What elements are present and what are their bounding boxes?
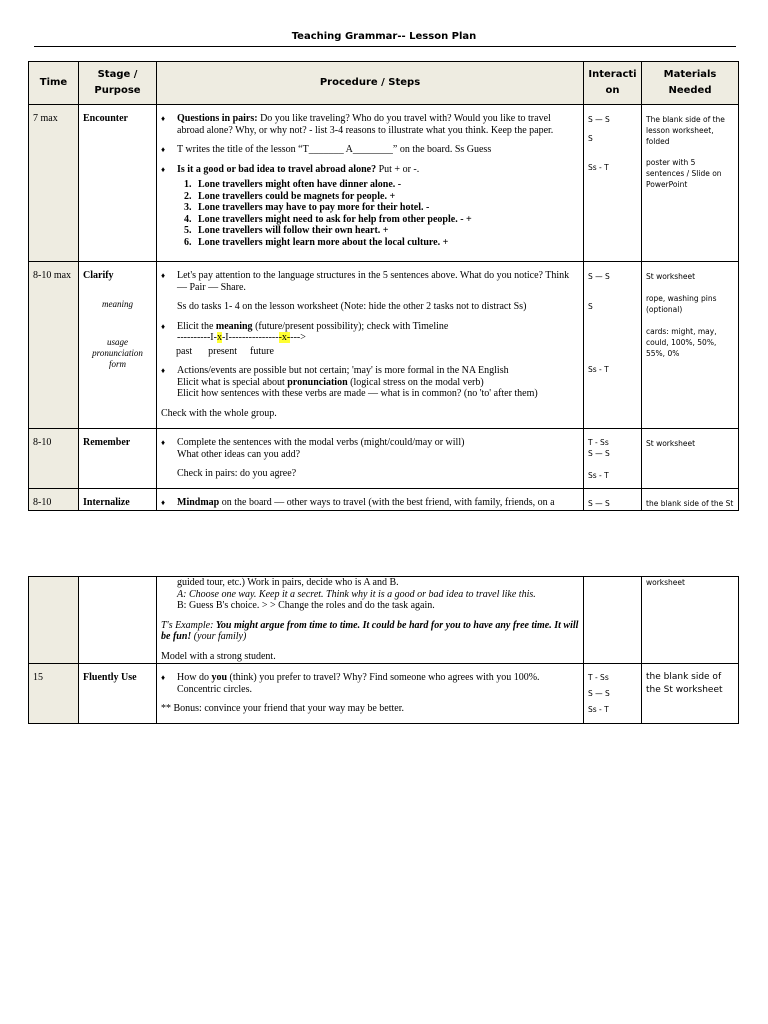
procedure-step: guided tour, etc.) Work in pairs, decide who is A and B. — [177, 577, 399, 588]
example-text: T's Example: You might argue from time to time. It could be hard for you to have any free time. It will be fun! (your family) — [161, 619, 579, 642]
materials-cell: the blank side of the St — [646, 499, 734, 508]
procedure-cell — [157, 429, 583, 480]
sentence-list — [161, 179, 579, 248]
list-item: 4. Lone travellers might need to ask for help from other people. - + — [194, 214, 579, 226]
procedure-cell — [157, 262, 583, 419]
procedure-step: ♦ Elicit the meaning (future/present possibility); check with Timeline — [161, 321, 579, 333]
header-time: Time — [29, 62, 79, 105]
procedure-step: Model with a strong student. — [161, 650, 276, 662]
document-title: Teaching Grammar-- Lesson Plan — [291, 31, 477, 42]
procedure-cell — [157, 105, 583, 248]
materials-cell: St worksheet — [646, 439, 696, 448]
timeline: ----------I-x-I----------------x----> — [177, 332, 306, 343]
procedure-step: ♦ T writes the title of the lesson “T_______ A________” on the board. Ss Guess — [161, 144, 579, 156]
list-item: 5. Lone travellers will follow their own heart. + — [194, 225, 579, 237]
procedure-step: Elicit how sentences with these verbs are made — what is in common? (no 'to' after them) — [177, 388, 538, 399]
procedure-step: Concentric circles. — [177, 683, 252, 695]
header-stage: Stage / Purpose — [79, 62, 157, 105]
stage-cell: Encounter — [83, 113, 128, 124]
list-item: 1. Lone travellers might often have dinner alone. - — [194, 179, 579, 191]
list-item: 6. Lone travellers might learn more about the local culture. + — [194, 237, 579, 249]
table-row — [29, 664, 739, 724]
table-row — [29, 577, 739, 664]
stage-sub-usage: usage pronunciation form — [92, 337, 143, 369]
header-procedure: Procedure / Steps — [157, 62, 584, 105]
list-item: 3. Lone travellers may have to pay more for their hotel. - — [194, 202, 579, 214]
procedure-step: Ss do tasks 1- 4 on the lesson worksheet (Note: hide the other 2 tasks not to distract Ss) — [177, 301, 527, 312]
materials-cell: worksheet — [646, 578, 685, 587]
time-cell: 15 — [33, 672, 43, 683]
procedure-step: What other ideas can you add? — [177, 448, 301, 460]
time-cell: 8-10 max — [33, 270, 72, 281]
procedure-step: A: Choose one way. Keep it a secret. Think why it is a good or bad idea to travel like this. — [177, 588, 536, 600]
time-cell: 8-10 — [33, 437, 52, 448]
procedure-step: ♦ Mindmap on the board — other ways to travel (with the best friend, with family, friends, on a — [161, 497, 579, 509]
timeline-labels: past present future — [176, 345, 274, 357]
lesson-plan-table-continued — [28, 576, 739, 724]
stage-cell: Internalize — [83, 497, 130, 508]
time-cell: 8-10 — [33, 497, 52, 508]
procedure-step: ♦ Complete the sentences with the modal verbs (might/could/may or will) — [161, 437, 579, 449]
header-interaction: Interacti on — [584, 62, 642, 105]
interaction-cell: S — S S Ss - T — [588, 115, 610, 172]
table-row — [29, 105, 739, 262]
procedure-step: B: Guess B's choice. > > Change the roles and do the task again. — [177, 600, 435, 611]
lesson-plan-table — [28, 61, 739, 511]
materials-cell: The blank side of the lesson worksheet, folded poster with 5 sentences / Slide on PowerPoint — [646, 115, 725, 189]
procedure-cell — [157, 489, 583, 510]
interaction-cell: S — S — [588, 499, 610, 508]
stage-cell: Fluently Use — [83, 672, 137, 683]
table-row — [29, 262, 739, 429]
table-row — [29, 489, 739, 511]
stage-cell: Remember — [83, 437, 131, 448]
procedure-step: ♦ How do you (think) you prefer to travel? Why? Find someone who agrees with you 100%. — [161, 672, 579, 684]
interaction-cell: T - Ss S — S Ss - T — [588, 438, 610, 480]
title-underline — [34, 46, 736, 47]
stage-sub-meaning: meaning — [102, 299, 133, 309]
procedure-cell — [157, 664, 583, 715]
procedure-step: ** Bonus: convince your friend that your way may be better. — [161, 703, 404, 714]
procedure-step: ♦ Let's pay attention to the language structures in the 5 sentences above. What do you notice? Think — Pair — Share. — [161, 270, 579, 293]
procedure-step: ♦ Is it a good or bad idea to travel abroad alone? Put + or -. — [161, 164, 579, 176]
materials-cell: the blank side of the St worksheet — [646, 672, 723, 695]
table-row — [29, 429, 739, 489]
procedure-step: Check in pairs: do you agree? — [177, 468, 297, 479]
interaction-cell: T - Ss S — S Ss - T — [588, 673, 610, 714]
procedure-step: ♦ Actions/events are possible but not certain; 'may' is more formal in the NA English — [161, 365, 579, 377]
materials-cell: St worksheet rope, washing pins (optional) cards: might, may, could, 100%, 50%, 55%, 0% — [646, 272, 717, 358]
interaction-cell: S — S S Ss - T — [588, 272, 610, 374]
stage-cell: Clarify — [83, 270, 114, 281]
procedure-step: ♦ Questions in pairs: Do you like traveling? Who do you travel with? Would you like to travel abroad alone? Why, or why not? - list 3-4 reasons to illustrate what you think. Keep the paper. — [161, 113, 579, 136]
time-cell: 7 max — [33, 113, 58, 124]
procedure-step: Elicit what is special about pronunciation (logical stress on the modal verb) — [177, 376, 484, 388]
procedure-cell — [157, 577, 583, 662]
header-materials: Materials Needed — [642, 62, 739, 105]
procedure-step: Check with the whole group. — [161, 407, 277, 419]
list-item: 2. Lone travellers could be magnets for people. + — [194, 191, 579, 203]
